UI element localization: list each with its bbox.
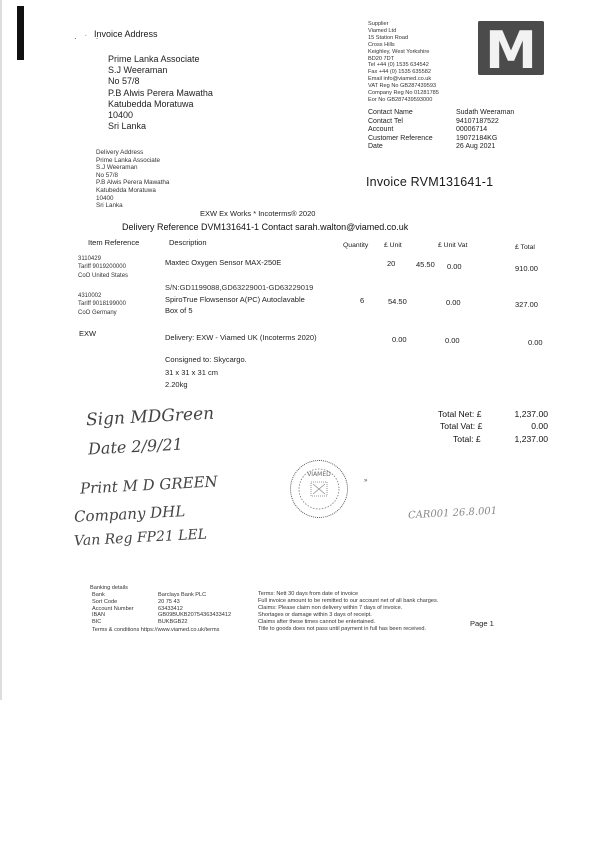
total-vat-label: Total Vat: £	[440, 421, 483, 432]
address-line: No 57/8	[96, 171, 119, 179]
total-label: Total: £	[453, 433, 481, 444]
total-net-value: 1,237.00	[514, 409, 548, 419]
supplier-line: VAT Reg No GB287439593	[368, 83, 437, 90]
banking-title: Banking details	[90, 585, 128, 591]
handwritten-print-name: Print M D GREEN	[79, 472, 219, 498]
handwritten-date: Date 2/9/21	[87, 434, 184, 459]
contact-value: 94107187522	[456, 117, 499, 125]
viamed-stamp	[290, 460, 348, 518]
col-unit-vat: £ Unit Vat	[438, 242, 468, 249]
logo-m-icon	[478, 21, 544, 75]
col-item-reference: Item Reference	[88, 238, 140, 247]
consignment-info: Consigned to: Skycargo. 31 x 31 x 31 cm 2.20kg	[165, 355, 247, 389]
supplier-line: Email info@viamed.co.uk	[368, 76, 432, 83]
handwritten-note: CAR001 26.8.001	[407, 505, 498, 522]
supplier-line: Fax +44 (0) 1535 635582	[368, 69, 431, 76]
contact-value: 19072184KG	[456, 134, 498, 142]
address-line: Katubedda Moratuwa	[96, 186, 156, 194]
col-description: Description	[169, 238, 207, 247]
col-total: £ Total	[515, 244, 535, 251]
row2-description: SpiroTrue Flowsensor A(PC) Autoclavable Box of 5	[165, 295, 305, 315]
row2-total: 327.00	[515, 300, 538, 309]
scan-margin-mark	[17, 6, 24, 60]
scan-speckles: · ˙ ·	[74, 34, 102, 43]
contact-label: Customer Reference	[368, 134, 433, 142]
handwritten-signature: Sign MDGreen	[85, 403, 215, 431]
supplier-block	[368, 21, 439, 104]
delivery-reference: Delivery Reference DVM131641-1 Contact sarah.walton@viamed.co.uk	[122, 222, 409, 232]
handwritten-company: Company DHL	[73, 502, 186, 526]
svg-text:VIAMED: VIAMED	[307, 471, 331, 478]
delivery-address-label: Delivery Address	[96, 149, 144, 156]
viamed-logo	[478, 21, 544, 75]
incoterms: EXW Ex Works * Incoterms® 2020	[200, 209, 316, 218]
terms-link[interactable]: Terms & conditions https://www.viamed.co.uk/terms	[92, 627, 220, 633]
supplier-line: 15 Station Road	[368, 34, 409, 41]
invoice-title: Invoice RVM131641-1	[366, 175, 494, 189]
totals-block	[438, 408, 548, 445]
supplier-label: Supplier	[368, 21, 389, 27]
supplier-line: Company Reg No 01281785	[368, 90, 439, 97]
address-line: Katubedda Moratuwa	[108, 98, 194, 109]
address-line: Sri Lanka	[96, 202, 123, 210]
contact-label: Contact Name	[368, 109, 413, 116]
row3-reference: EXW	[79, 329, 97, 338]
contact-value: 26 Aug 2021	[456, 143, 496, 151]
supplier-line: Cross Hills	[368, 41, 395, 48]
row1-serials: S/N:GD1199088,GD63229001-GD63229019	[165, 283, 314, 292]
total-vat-value: 0.00	[531, 421, 548, 432]
supplier-line: BD20 7DT	[368, 55, 395, 62]
address-line: 10400	[96, 194, 114, 202]
total-value: 1,237.00	[514, 433, 548, 444]
total-net-label: Total Net: £	[438, 409, 482, 419]
row3-vat: 0.00	[445, 336, 460, 345]
supplier-line: Eor No GB287439593000	[368, 96, 433, 103]
invoice-address	[108, 54, 213, 132]
contact-details	[368, 109, 546, 152]
row1-vat: 0.00	[447, 262, 462, 271]
contact-label: Contact Tel	[368, 117, 403, 125]
page-number: Page 1	[470, 619, 494, 628]
delivery-address	[96, 149, 169, 210]
supplier-line: Tel +44 (0) 1535 634542	[368, 62, 429, 69]
stamp-icon	[291, 461, 347, 517]
row1-description: Maxtec Oxygen Sensor MAX-250E	[165, 258, 282, 267]
row2-unit: 54.50	[388, 297, 407, 306]
address-line: 10400	[108, 110, 134, 121]
row1-unit: 45.50	[416, 260, 435, 269]
stamp-mark: »	[364, 478, 368, 484]
banking-details: Bank Barclays Bank PLC Sort Code 20 75 43 Account Number 63433412 IBAN GB09BUKB20754363433412 BIC BUKBGB22	[92, 592, 232, 626]
address-line: Prime Lanka Associate	[108, 54, 200, 64]
row3-description: Delivery: EXW - Viamed UK (Incoterms 2020)	[165, 333, 317, 342]
address-line: Prime Lanka Associate	[96, 156, 161, 164]
row3-unit: 0.00	[392, 335, 407, 344]
contact-label: Date	[368, 143, 383, 151]
row1-quantity: 20	[387, 259, 396, 268]
address-line: P.B Alwis Perera Mawatha	[108, 87, 213, 98]
row2-reference: 4310002 Tariff 9018199000 CoO Germany	[78, 293, 126, 316]
payment-terms: Terms: Nett 30 days from date of invoice Full invoice amount to be remitted to our account net of all bank charges. Claims: Please claim non delivery within 7 days of invoice. Shortages or damage within 3 days of receipt. Claims after these times cannot be entertained. Title to goods does not pass until payment in full has been received.	[258, 591, 439, 632]
contact-value: Sudath Weeraman	[456, 109, 515, 116]
handwritten-van-reg: Van Reg FP21 LEL	[73, 526, 208, 550]
supplier-line: Keighley, West Yorkshire	[368, 48, 430, 55]
col-quantity: Quantity	[343, 242, 369, 249]
col-unit: £ Unit	[384, 242, 402, 249]
svg-text:M: M	[485, 21, 537, 75]
row1-reference: 3110429 Tariff 9019200000 CoO United States	[78, 256, 129, 279]
address-line: S.J Weeraman	[108, 65, 168, 76]
supplier-line: Viamed Ltd	[368, 27, 397, 34]
address-line: Sri Lanka	[108, 121, 147, 132]
address-line: No 57/8	[108, 76, 140, 87]
row2-vat: 0.00	[446, 298, 461, 307]
address-line: P.B Alwis Perera Mawatha	[96, 179, 170, 187]
row2-quantity: 6	[360, 296, 365, 305]
row3-total: 0.00	[528, 338, 543, 347]
scan-edge	[0, 0, 2, 700]
contact-value: 00006714	[456, 126, 488, 134]
address-line: S.J Weeraman	[96, 164, 138, 172]
row1-total: 910.00	[515, 264, 538, 273]
invoice-address-label: Invoice Address	[94, 29, 158, 39]
contact-label: Account	[368, 126, 394, 134]
